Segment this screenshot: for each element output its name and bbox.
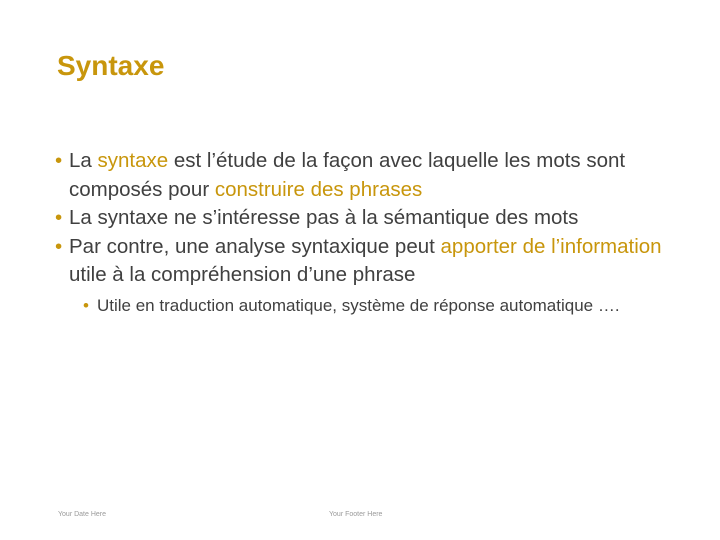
bullet-item-2	[55, 204, 675, 233]
bullet-list	[55, 147, 675, 317]
bullet-text: utile à la compréhension d’une phrase	[69, 263, 416, 286]
bullet-marker: •	[55, 149, 63, 172]
bullet-text: La	[69, 149, 98, 172]
highlight-text: apporter de l’information	[440, 234, 662, 258]
bullet-text: Par contre, une analyse syntaxique peut	[69, 234, 441, 258]
bullet-text: est l’étude de la façon avec laquelle les mots sont composés pour	[69, 149, 626, 201]
slide-title: Syntaxe	[57, 50, 165, 81]
highlight-text: construire des phrases	[214, 177, 423, 201]
bullet-marker: •	[83, 295, 89, 315]
bullet-item-3	[55, 233, 675, 290]
highlight-text: syntaxe	[97, 149, 169, 172]
bullet-marker: •	[55, 234, 63, 258]
bullet-marker: •	[55, 206, 63, 229]
sub-bullet-text: Utile en traduction automatique, système de réponse automatique ….	[97, 295, 620, 315]
footer-text: Your Footer Here	[329, 511, 383, 518]
sub-bullet-item	[55, 294, 675, 318]
bullet-item-1	[55, 147, 675, 204]
footer-date: Your Date Here	[58, 511, 106, 518]
bullet-text: La syntaxe ne s’intéresse pas à la sémantique des mots	[69, 206, 579, 229]
